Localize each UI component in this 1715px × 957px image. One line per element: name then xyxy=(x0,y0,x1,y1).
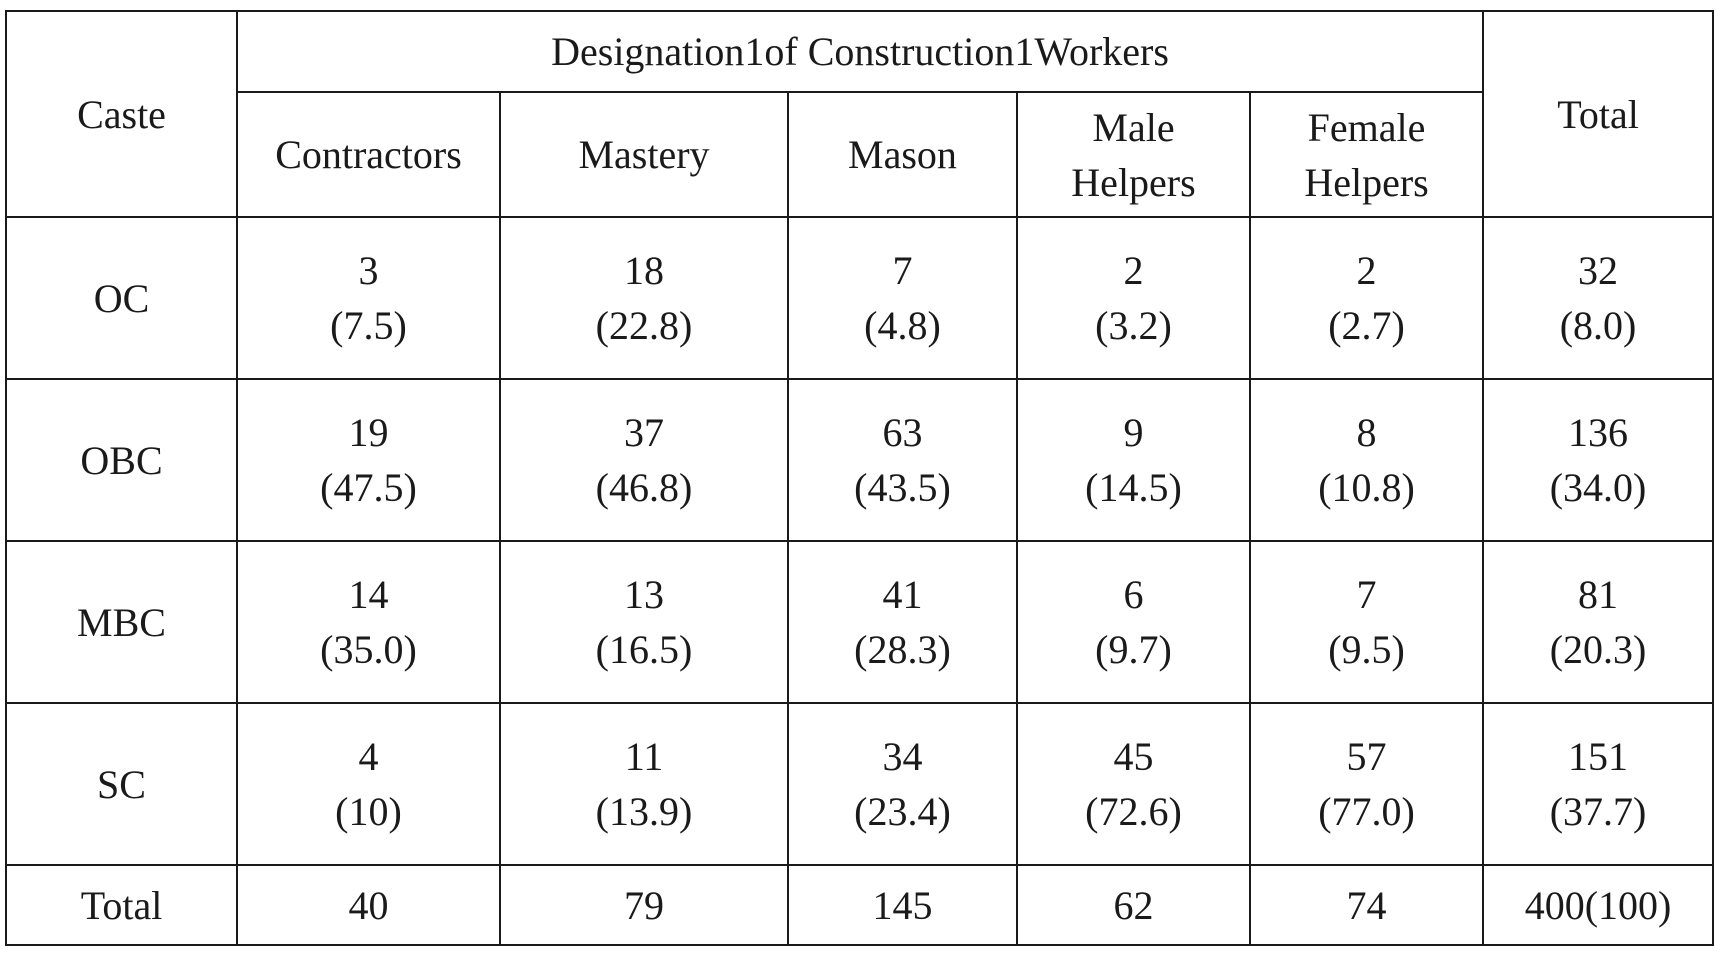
table-cell xyxy=(500,217,788,379)
table-cell xyxy=(788,703,1017,865)
cell-percent: (35.0) xyxy=(320,627,417,672)
cell-count: 34 xyxy=(882,734,923,779)
column-header-line: Mastery xyxy=(578,132,710,177)
row-total-cell xyxy=(1483,217,1713,379)
cell-percent: (16.5) xyxy=(595,627,693,672)
table-cell xyxy=(500,379,788,541)
table-cell xyxy=(237,379,500,541)
cell-count: 151 xyxy=(1568,734,1629,779)
grand-total-cell: 400(100) xyxy=(1483,865,1713,945)
cell-count: 11 xyxy=(624,734,664,779)
table-body xyxy=(6,217,1713,945)
caste-designation-table xyxy=(5,10,1714,946)
table-cell xyxy=(237,217,500,379)
row-total-cell xyxy=(1483,541,1713,703)
column-header-female-helpers xyxy=(1250,92,1483,217)
cell-percent: (4.8) xyxy=(864,303,941,348)
cell-count: 2 xyxy=(1123,248,1144,293)
column-total-cell: 40 xyxy=(237,865,500,945)
cell-count: 32 xyxy=(1578,248,1619,293)
cell-percent: (37.7) xyxy=(1549,789,1647,834)
cell-count: 4 xyxy=(358,734,379,779)
header-row-columns xyxy=(6,92,1713,217)
table-cell xyxy=(500,541,788,703)
cell-count: 3 xyxy=(358,248,379,293)
table-cell xyxy=(1017,541,1250,703)
cell-count: 14 xyxy=(348,572,389,617)
cell-count: 2 xyxy=(1356,248,1377,293)
cell-count: 8 xyxy=(1356,410,1377,455)
cell-count: 37 xyxy=(624,410,664,455)
table-row xyxy=(6,703,1713,865)
cell-percent: (72.6) xyxy=(1085,789,1182,834)
cell-percent: (28.3) xyxy=(854,627,951,672)
cell-percent: (14.5) xyxy=(1085,465,1182,510)
row-label: OBC xyxy=(6,379,237,541)
column-total-cell: 74 xyxy=(1250,865,1483,945)
row-label: SC xyxy=(6,703,237,865)
table-row xyxy=(6,379,1713,541)
cell-count: 57 xyxy=(1346,734,1387,779)
table-cell xyxy=(1250,379,1483,541)
table-cell xyxy=(237,541,500,703)
cell-percent: (47.5) xyxy=(320,465,417,510)
column-header-male-helpers xyxy=(1017,92,1250,217)
cell-count: 41 xyxy=(882,572,923,617)
table-cell xyxy=(788,217,1017,379)
row-label: OC xyxy=(6,217,237,379)
column-total-cell: 145 xyxy=(788,865,1017,945)
row-total-cell xyxy=(1483,703,1713,865)
column-header-total: Total xyxy=(1483,11,1713,217)
column-total-cell: 79 xyxy=(500,865,788,945)
table-row xyxy=(6,217,1713,379)
cell-count: 6 xyxy=(1123,572,1144,617)
row-total-cell xyxy=(1483,379,1713,541)
cell-count: 81 xyxy=(1578,572,1619,617)
row-label: MBC xyxy=(6,541,237,703)
cell-count: 19 xyxy=(348,410,389,455)
cell-percent: (77.0) xyxy=(1318,789,1415,834)
table-cell xyxy=(1250,541,1483,703)
column-total-cell: 62 xyxy=(1017,865,1250,945)
table-cell xyxy=(1250,703,1483,865)
table-cell xyxy=(1017,217,1250,379)
column-header-contractors xyxy=(237,92,500,217)
cell-count: 13 xyxy=(624,572,664,617)
table-cell xyxy=(1017,379,1250,541)
header-row-group xyxy=(6,11,1713,92)
cell-percent: (22.8) xyxy=(595,303,693,348)
cell-count: 136 xyxy=(1568,410,1629,455)
column-header-line: Male xyxy=(1092,104,1175,150)
total-row-label: Total xyxy=(6,865,237,945)
cell-percent: (7.5) xyxy=(330,303,407,348)
cell-count: 63 xyxy=(882,410,923,455)
table-cell xyxy=(1250,217,1483,379)
cell-percent: (13.9) xyxy=(595,789,693,834)
column-header-line: Contractors xyxy=(275,132,462,177)
total-row xyxy=(6,865,1713,945)
column-header-line: Female xyxy=(1307,104,1426,150)
cell-percent: (46.8) xyxy=(595,465,693,510)
table-cell xyxy=(1017,703,1250,865)
cell-percent: (23.4) xyxy=(854,789,951,834)
column-header-line: Mason xyxy=(848,132,957,177)
group-header-designation: Designation1of Construction1Workers xyxy=(237,11,1483,92)
cell-percent: (2.7) xyxy=(1328,303,1405,348)
cell-percent: (8.0) xyxy=(1559,303,1637,348)
cell-count: 9 xyxy=(1123,410,1144,455)
table-cell xyxy=(500,703,788,865)
cell-count: 7 xyxy=(1356,572,1377,617)
cell-count: 7 xyxy=(892,248,913,293)
column-header-line: Helpers xyxy=(1304,159,1429,205)
table-cell xyxy=(237,703,500,865)
column-header-line: Helpers xyxy=(1071,159,1196,205)
cell-count: 18 xyxy=(624,248,664,293)
cell-count: 45 xyxy=(1113,734,1154,779)
cell-percent: (3.2) xyxy=(1095,303,1172,348)
cell-percent: (43.5) xyxy=(854,465,951,510)
cell-percent: (34.0) xyxy=(1549,465,1647,510)
table-row xyxy=(6,541,1713,703)
column-header-mason xyxy=(788,92,1017,217)
table-cell xyxy=(788,541,1017,703)
cell-percent: (9.7) xyxy=(1095,627,1172,672)
cell-percent: (9.5) xyxy=(1328,627,1405,672)
row-header-caste: Caste xyxy=(6,11,237,217)
cell-percent: (10) xyxy=(335,789,402,834)
column-header-mastery xyxy=(500,92,788,217)
cell-percent: (20.3) xyxy=(1549,627,1647,672)
cell-percent: (10.8) xyxy=(1318,465,1415,510)
table-cell xyxy=(788,379,1017,541)
